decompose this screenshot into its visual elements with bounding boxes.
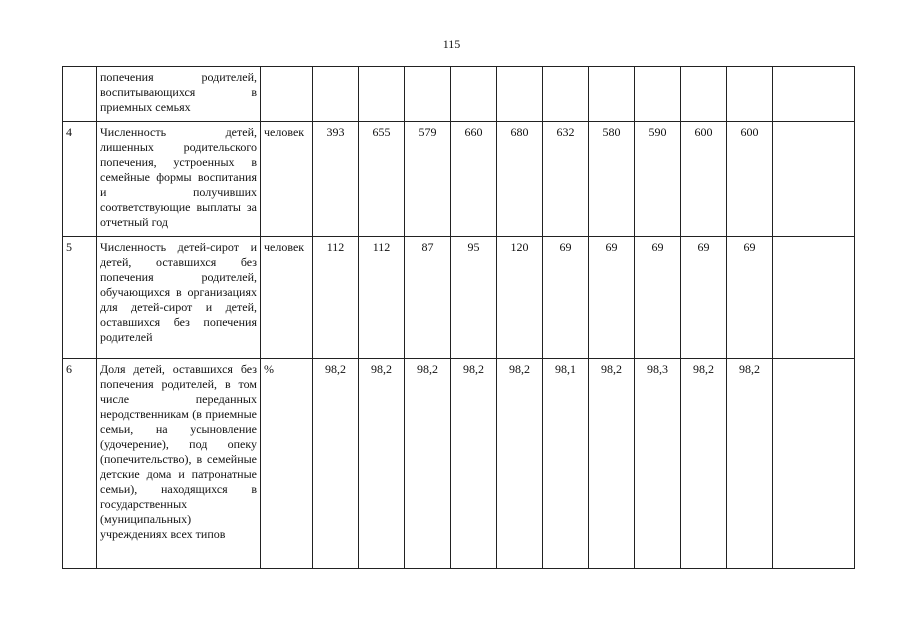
extra-cell: [773, 237, 855, 359]
unit-of-measure: человек: [261, 122, 313, 237]
value-cell: 69: [727, 237, 773, 359]
indicator-description: Доля детей, оставшихся без попечения родителей, в том числе переданных неродственникам (в приемные семьи, на усыновление (удочерение), под опеку (попечительство), в семейные детские дома и патронатные семьи), находящихся в государственных (муниципальных) учреждениях всех типов: [97, 359, 261, 569]
value-cell: 98,2: [405, 359, 451, 569]
value-cell: 680: [497, 122, 543, 237]
value-cell: 95: [451, 237, 497, 359]
value-cell: [451, 67, 497, 122]
value-cell: 660: [451, 122, 497, 237]
value-cell: [589, 67, 635, 122]
value-cell: 98,3: [635, 359, 681, 569]
value-cell: [681, 67, 727, 122]
extra-cell: [773, 122, 855, 237]
value-cell: 600: [681, 122, 727, 237]
value-cell: 98,2: [727, 359, 773, 569]
value-cell: 98,2: [589, 359, 635, 569]
value-cell: [359, 67, 405, 122]
value-cell: 112: [313, 237, 359, 359]
value-cell: 632: [543, 122, 589, 237]
value-cell: 112: [359, 237, 405, 359]
value-cell: 98,2: [359, 359, 405, 569]
extra-cell: [773, 359, 855, 569]
value-cell: 120: [497, 237, 543, 359]
value-cell: 393: [313, 122, 359, 237]
value-cell: 69: [635, 237, 681, 359]
value-cell: [313, 67, 359, 122]
value-cell: 600: [727, 122, 773, 237]
value-cell: 87: [405, 237, 451, 359]
table-row: [63, 67, 855, 122]
row-number: 4: [63, 122, 97, 237]
value-cell: 98,2: [313, 359, 359, 569]
table-row: [63, 237, 855, 359]
value-cell: 98,2: [497, 359, 543, 569]
value-cell: [727, 67, 773, 122]
value-cell: 590: [635, 122, 681, 237]
value-cell: [405, 67, 451, 122]
indicators-table: [62, 66, 855, 569]
value-cell: 98,2: [681, 359, 727, 569]
value-cell: [543, 67, 589, 122]
row-number: 6: [63, 359, 97, 569]
value-cell: [497, 67, 543, 122]
value-cell: 98,2: [451, 359, 497, 569]
value-cell: 98,1: [543, 359, 589, 569]
unit-of-measure: человек: [261, 237, 313, 359]
unit-of-measure: %: [261, 359, 313, 569]
value-cell: 69: [543, 237, 589, 359]
indicator-description: Численность детей, лишенных родительского попечения, устроенных в семейные формы воспитания и получивших соответствующие выплаты за отчетный год: [97, 122, 261, 237]
indicator-description: попечения родителей, воспитывающихся в приемных семьях: [97, 67, 261, 122]
row-number: 5: [63, 237, 97, 359]
value-cell: 69: [681, 237, 727, 359]
table-row: [63, 122, 855, 237]
value-cell: [635, 67, 681, 122]
value-cell: 579: [405, 122, 451, 237]
value-cell: 580: [589, 122, 635, 237]
table-row: [63, 359, 855, 569]
indicator-description: Численность детей-сирот и детей, оставшихся без попечения родителей, обучающихся в организациях для детей-сирот и детей, оставшихся без попечения родителей: [97, 237, 261, 359]
value-cell: 69: [589, 237, 635, 359]
page-number: 115: [442, 37, 461, 51]
row-number: [63, 67, 97, 122]
value-cell: 655: [359, 122, 405, 237]
extra-cell: [773, 67, 855, 122]
unit-of-measure: [261, 67, 313, 122]
